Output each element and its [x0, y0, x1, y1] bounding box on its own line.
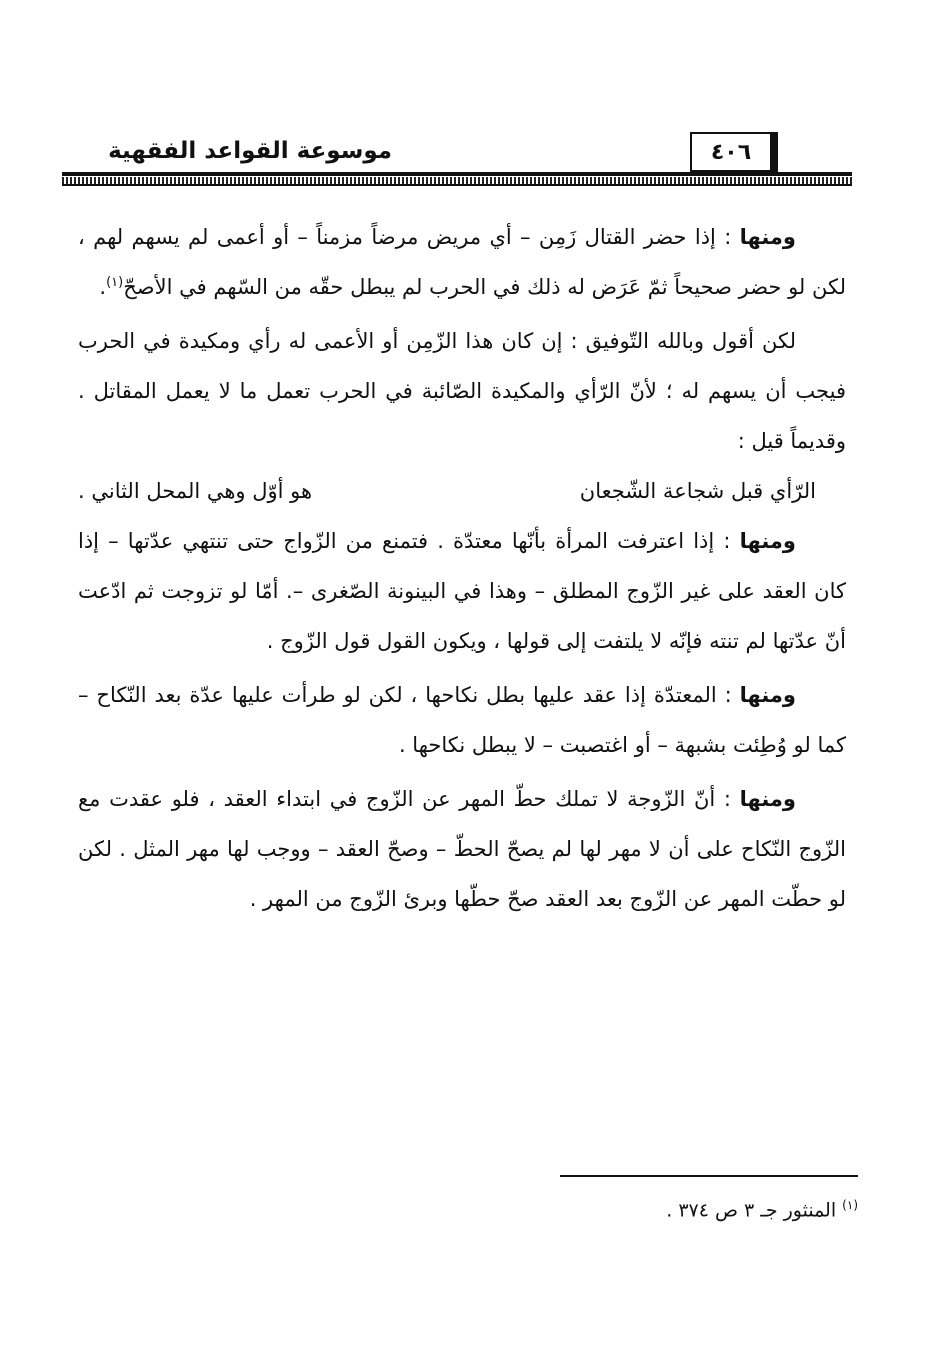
- paragraph-lead: ومنها: [739, 683, 796, 707]
- paragraph-5: [78, 774, 846, 924]
- header-hatched-rule: [62, 177, 852, 186]
- paragraph-text: : إذا اعترفت المرأة بأنّها معتدّة . فتمنع من الزّواج حتى تنتهي عدّتها – إذا كان العقد على غير الزّوج المطلق – وهذا في البينونة الصّغرى –. أمّا لو تزوجت ثم ادّعت أنّ عدّتها لم تنته فإنّه لا يلتفت إلى قولها ، ويكون القول قول الزّوج .: [78, 529, 846, 653]
- book-title: موسوعة القواعد الفقهية: [108, 138, 392, 164]
- paragraph-text: : المعتدّة إذا عقد عليها بطل نكاحها ، لكن لو طرأت عليها عدّة بعد النّكاح – كما لو وُطِئت بشبهة – أو اغتصبت – لا يبطل نكاحها .: [78, 683, 846, 757]
- poetry-verse: [78, 466, 846, 516]
- paragraph-lead: ومنها: [739, 787, 796, 811]
- paragraph-text: : إذا حضر القتال زَمِن – أي مريض مرضاً مزمناً – أو أعمى لم يسهم لهم ، لكن لو حضر صحيحاً ثمّ عَرَض له ذلك في الحرب لم يبطل حقّه من السّهم في الأصحّ: [78, 225, 846, 299]
- verse-hemistich-2: هو أوّل وهي المحل الثاني .: [78, 479, 313, 503]
- footnote-text: المنثور جـ ٣ ص ٣٧٤ .: [666, 1199, 837, 1222]
- paragraph-text: لكن أقول وبالله التّوفيق : إن كان هذا الزّمِن أو الأعمى له رأي ومكيدة في الحرب فيجب أن يسهم له ؛ لأنّ الرّأي والمكيدة الصّائبة في الحرب تعمل ما لا يعمل المقاتل . وقديماً قيل :: [78, 329, 846, 453]
- header-rule: [62, 172, 852, 176]
- paragraph-3: [78, 516, 846, 666]
- page-number: ٤٠٦: [710, 139, 752, 165]
- paragraph-lead: ومنها: [739, 529, 796, 553]
- footnote: [666, 1198, 858, 1221]
- paragraph-4: [78, 670, 846, 770]
- page-header: [62, 128, 852, 188]
- page-body: [78, 212, 846, 928]
- paragraph-lead: ومنها: [739, 225, 796, 249]
- paragraph-end: .: [99, 275, 107, 299]
- footnote-marker: (١): [842, 1198, 858, 1212]
- page-number-box: [690, 132, 778, 172]
- paragraph-text: : أنّ الزّوجة لا تملك حطّ المهر عن الزّوج في ابتداء العقد ، فلو عقدت مع الزّوج النّكاح على أن لا مهر لها لم يصحّ الحطّ – وصحّ العقد – ووجب لها مهر المثل . لكن لو حطّت المهر عن الزّوج بعد العقد صحّ حطّها وبرئ الزّوج من المهر .: [78, 787, 846, 911]
- verse-hemistich-1: الرّأي قبل شجاعة الشّجعان: [579, 479, 816, 503]
- paragraph-1: [78, 212, 846, 312]
- footnote-separator: [560, 1175, 858, 1177]
- paragraph-2: [78, 316, 846, 466]
- footnote-ref: (١): [106, 275, 124, 290]
